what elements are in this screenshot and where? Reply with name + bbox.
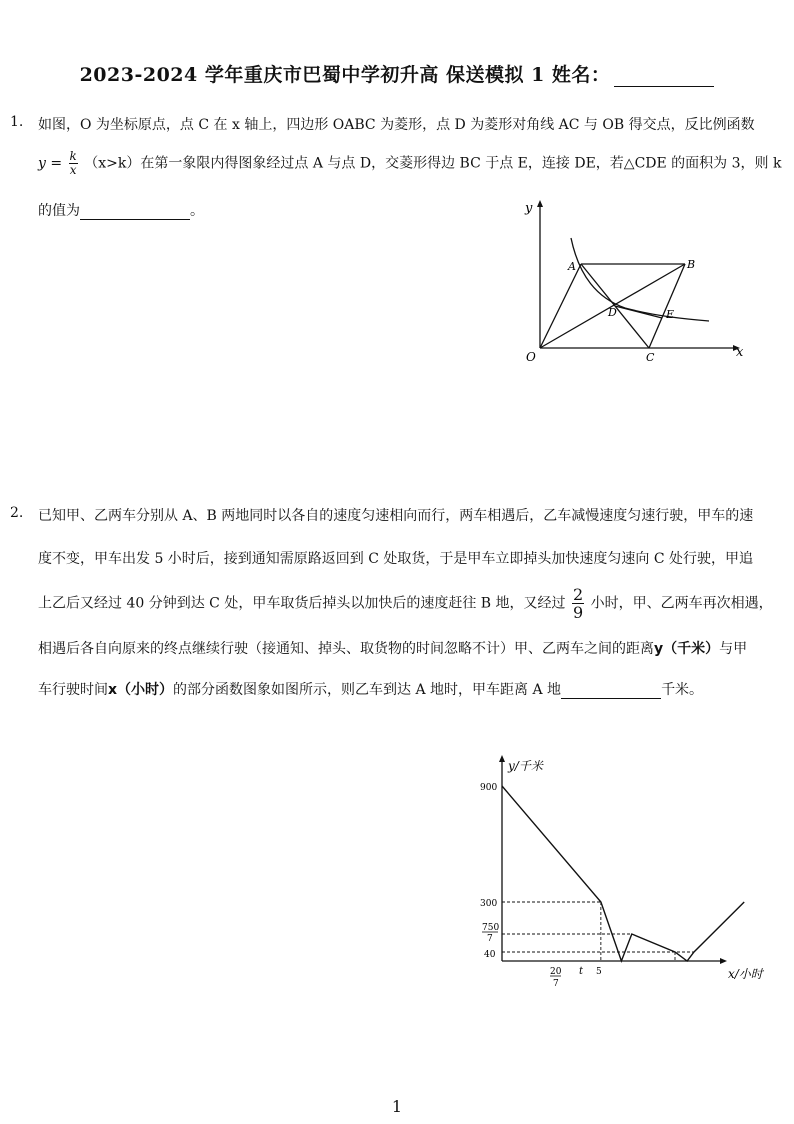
q1-label-c: C: [646, 351, 655, 364]
q2-guide-lines: [502, 902, 694, 961]
q2-xtick-5: 5: [596, 967, 602, 977]
q2-answer-blank[interactable]: [561, 684, 661, 699]
q2-fraction: [572, 586, 584, 621]
q1-y-arrow: [537, 200, 543, 207]
q2-series-line: [502, 786, 744, 961]
q1-line2-rest: （x>k）在第一象限内得图象经过点 A 与点 D，交菱形得边 BC 于点 E，连接 DE，若△CDE 的面积为 3，则 k: [84, 155, 782, 172]
q1-line2: [38, 150, 781, 177]
q1-hyperbola: [571, 238, 709, 321]
q2-line4-a: 相遇后各自向原来的终点继续行驶（接通知、掉头、取货物的时间忽略不计）甲、乙两车之间的距离: [38, 641, 654, 657]
q2-line1: 已知甲、乙两车分别从 A、B 两地同时以各自的速度匀速相向而行，两车相遇后，乙车减慢速度匀速行驶，甲车的速: [38, 508, 754, 524]
q2-line4: [38, 638, 747, 658]
q2-ytick-900: 900: [480, 783, 498, 793]
q2-frac-den: 9: [572, 603, 584, 622]
q2-line5-end: 千米。: [661, 682, 704, 698]
q1-label-e: E: [666, 308, 675, 321]
q1-line1: 如图，O 为坐标原点，点 C 在 x 轴上，四边形 OABC 为菱形，点 D 为菱形对角线 AC 与 OB 得交点，反比例函数: [38, 117, 755, 133]
q2-number: 2.: [10, 505, 24, 521]
q2-frac-num: 2: [572, 585, 584, 604]
q1-label-x: x: [736, 345, 744, 360]
q2-xtick-t: t: [579, 966, 584, 977]
q1-number: 1.: [10, 114, 24, 130]
q2-ytick-750-num: 750: [482, 923, 500, 933]
q2-line5-a: 车行驶时间: [38, 682, 108, 698]
q2-line2: 度不变，甲车出发 5 小时后，接到通知需原路返回到 C 处取货，于是甲车立即掉头加快速度匀速向 C 处行驶，甲追: [38, 551, 754, 567]
q2-ytick-750-den: 7: [487, 934, 493, 944]
q2-line4-y: y（千米）: [654, 641, 720, 657]
q2-y-arrow: [499, 755, 505, 762]
q1-frac-den: x: [69, 163, 77, 177]
q1-label-y: y: [525, 201, 533, 216]
q2-xtick-20-num: 20: [550, 967, 562, 977]
q2-line4-b: 与甲: [719, 641, 748, 657]
q1-fraction: [69, 150, 78, 177]
q1-figure: [515, 196, 755, 366]
q1-label-o: O: [526, 350, 536, 364]
q1-side-bc: [649, 264, 685, 348]
q2-xlabel: x/小时: [728, 967, 763, 981]
q2-line3-a: 上乙后又经过 40 分钟到达 C 处，甲车取货后掉头以加快后的速度赶往 B 地，又经过: [38, 595, 566, 612]
q2-chart: [470, 750, 780, 990]
q1-line3-end: 。: [190, 203, 204, 219]
q2-ylabel: y/千米: [508, 759, 543, 773]
q2-ytick-40: 40: [484, 950, 496, 960]
q1-label-b: B: [687, 258, 696, 271]
page-title: [0, 60, 794, 87]
q1-segment-de: [615, 306, 662, 318]
q2-line5-x: x（小时）: [108, 682, 174, 698]
q1-line3: [38, 200, 204, 220]
q2-x-arrow: [720, 958, 727, 964]
q2-ytick-300: 300: [480, 899, 498, 909]
q1-label-d: D: [608, 306, 617, 319]
q2-line3-b: 小时，甲、乙两车再次相遇，: [590, 595, 773, 612]
q1-line3-text: 的值为: [38, 203, 80, 219]
page-number: 1: [391, 1097, 403, 1116]
q1-answer-blank[interactable]: [80, 205, 190, 220]
q2-line5: [38, 679, 703, 699]
q2-line3: [38, 586, 773, 621]
name-blank[interactable]: [614, 68, 714, 87]
q2-xtick-20-den: 7: [553, 979, 559, 989]
q2-line5-b: 的部分函数图象如图所示，则乙车到达 A 地时，甲车距离 A 地: [173, 682, 562, 698]
title-text: 2023-2024 学年重庆市巴蜀中学初升高 保送模拟 1 姓名：: [79, 64, 611, 86]
q1-func-prefix: y =: [38, 155, 63, 172]
q1-frac-num: k: [69, 149, 77, 163]
q1-label-a: A: [568, 260, 576, 273]
